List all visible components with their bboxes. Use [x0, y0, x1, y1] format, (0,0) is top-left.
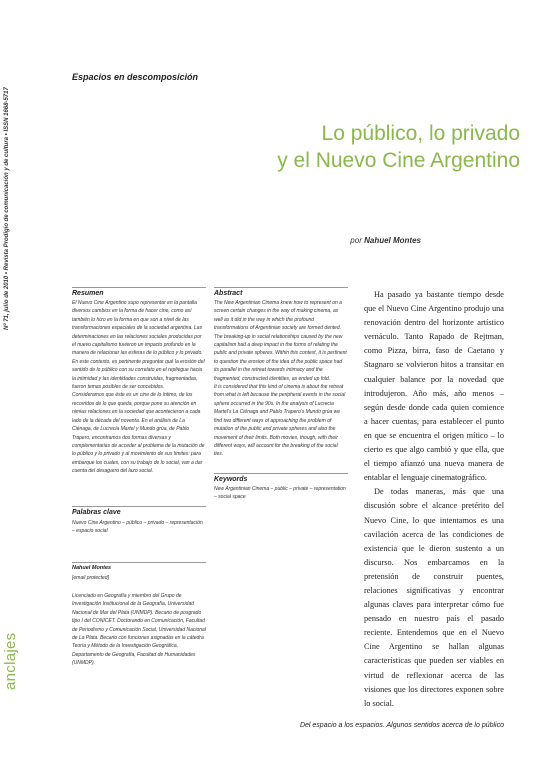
- abstract-rule: [214, 287, 348, 288]
- bio-email: [email protected]: [72, 575, 109, 581]
- abstract-paragraph-1: The New Argentinian Cinema knew how to represent on a screen certain changes in the way of making cinema, as well as it did in the way in which the profound transformations of Argentinian society are formed dented. The breaking-up in social relationships caused by the new capitalism had a deep impact in the forms of relating the public and private spheres. Within this context, it is pertinent to question the erosion of the idea of the public space had its parallel in the retreat towards intimacy and the fragmented, constructed identities, as ended up fold.: [214, 300, 347, 382]
- abstract-keywords-text: New Argentinian Cinema – public – private – representation – social space: [214, 486, 346, 501]
- abstract-heading: Abstract: [214, 290, 243, 297]
- resumen-paragraph-2: Consideramos que éste es un cine de lo íntimo, de los recorridos de lo que queda, porque pone su atención en nimias relaciones en la sociedad que acontecieron a cada lado de la década del noventa. En el análisis de La Ciénaga, de Lucrecia Martel y Mundo grúa, de Pablo Trapero, encontramos dos formas diversas y complementarias de acceder al problema de la mutación de lo público y lo privado y al movimiento de sus límites: para embarque los cuales, con su trabajo de lo social, van a dar cuenta del desagarro del lazo social.: [72, 392, 205, 475]
- section-label: Espacios en descomposición: [72, 72, 199, 82]
- article-title: [190, 120, 520, 174]
- bio-rule: [72, 562, 206, 563]
- brand-logo: [2, 620, 24, 690]
- citation-text: Nº 71, julio de 2010 • Revista Prodigio de comunicación y de cultura • ISSN 1668-5717: [4, 87, 10, 330]
- bio-name: Nahuel Montes: [72, 565, 112, 571]
- abstract-text: [214, 299, 348, 459]
- resumen-rule: [72, 287, 206, 288]
- keywords-text: Nuevo Cine Argentino – público – privado – representación – espacio social: [72, 520, 203, 535]
- resumen-text: [72, 299, 206, 476]
- brand-text: anclajes: [2, 632, 19, 690]
- resumen-paragraph-1: El Nuevo Cine Argentino supo representar en la pantalla diversos cambios en la forma de hacer cine, como así también lo hizo en la forma en que son a nivel de las transformaciones espaciales de la sociedad argentina. Las determinaciones en las relaciones sociales producidas por el nuevo capitalismo tuvieron un impacto profundo en la manera de relacionar las esferas de lo público y lo privado. En este contexto, es pertinente preguntar qué la erosión del sentido de lo público con su correlato en el repliegue hacia la intimidad y las identidades construidas, fragmentadas, fueron temas posibles de ser concebidos.: [72, 300, 205, 391]
- title-line-2: y el Nuevo Cine Argentino: [277, 149, 520, 172]
- body-paragraph-2: De todas maneras, más que una discusión sobre el alcance pretérito del Nuevo Cine, lo que intentamos es una cavilación acerca de las condiciones de existencia que le dieron sustento a un discurso. Nos embarcamos en la pretensión de construir puentes, relaciones significativas y encontrar algunas claves para interpretar cómo fue pensado en nuestro país el pasado reciente. Entendemos que en el Nuevo Cine Argentino se hallan algunas características que pueden ser viables en virtud de reflexionar acerca de las visiones que los directores exponen sobre lo social.: [364, 487, 504, 708]
- author-byline: [350, 236, 421, 245]
- running-footer: Del espacio a los espacios. Algunos sentidos acerca de lo público: [299, 722, 504, 729]
- author-prefix: por: [350, 236, 362, 245]
- author-name: Nahuel Montes: [364, 236, 421, 245]
- body-paragraph-1: Ha pasado ya bastante tiempo desde que el Nuevo Cine Argentino produjo una renovación dentro del horizonte artístico vernáculo. Tanto Rapado de Rejtman, como Pizza, birra, faso de Caetano y Stagnaro se volvieron hitos a transitar en cualquier balance por la novedad que introdujeron. Año más, año menos – según desde donde cada quien comience a hacer cuentas, para establecer el punto en que se encuentra el origen mítico – lo cierto es que algo cambió y que ella, que el tiempo afianzó una nueva manera de entablar el lenguaje cinematográfico.: [364, 290, 504, 483]
- abstract-keywords-rule: [214, 473, 348, 474]
- title-line-1: Lo público, lo privado: [321, 122, 520, 145]
- body-column: [364, 288, 504, 711]
- keywords-heading: Palabras clave: [72, 509, 121, 516]
- abstract-paragraph-2: It is considered that this kind of cinema is about the retreat from what is left because the peripheral events in the social sphere occurred in the 90s. In the analysis of Lucrecia Martel's La Ciénaga and Pablo Trapero's Mundo grúa we find two different ways of approaching the problem of mutation of the public and private spheres and also the movement of their limits. Both movies, though, with their different ways, will account for the breaking of the social ties.: [214, 384, 346, 458]
- abstract-keywords-heading: Keywords: [214, 476, 248, 483]
- keywords-rule: [72, 506, 206, 507]
- resumen-heading: Resumen: [72, 290, 104, 297]
- citation-vertical: [4, 70, 18, 330]
- bio-text: Licenciado en Geografía y miembro del Grupo de Investigación Institucional de la Geografía, Universidad Nacional de Mar del Plata (UNMDP). Becario de posgrado tipo I del CONICET. Doctorando en Comunicación, Facultad de Periodismo y Comunicación Social, Universidad Nacional de La Plata. Becario con funciones asignadas en la cátedra Teoría y Método de la Investigación Geográfica, Departamento de Geografía, Facultad de Humanidades (UNMDP).: [72, 593, 206, 667]
